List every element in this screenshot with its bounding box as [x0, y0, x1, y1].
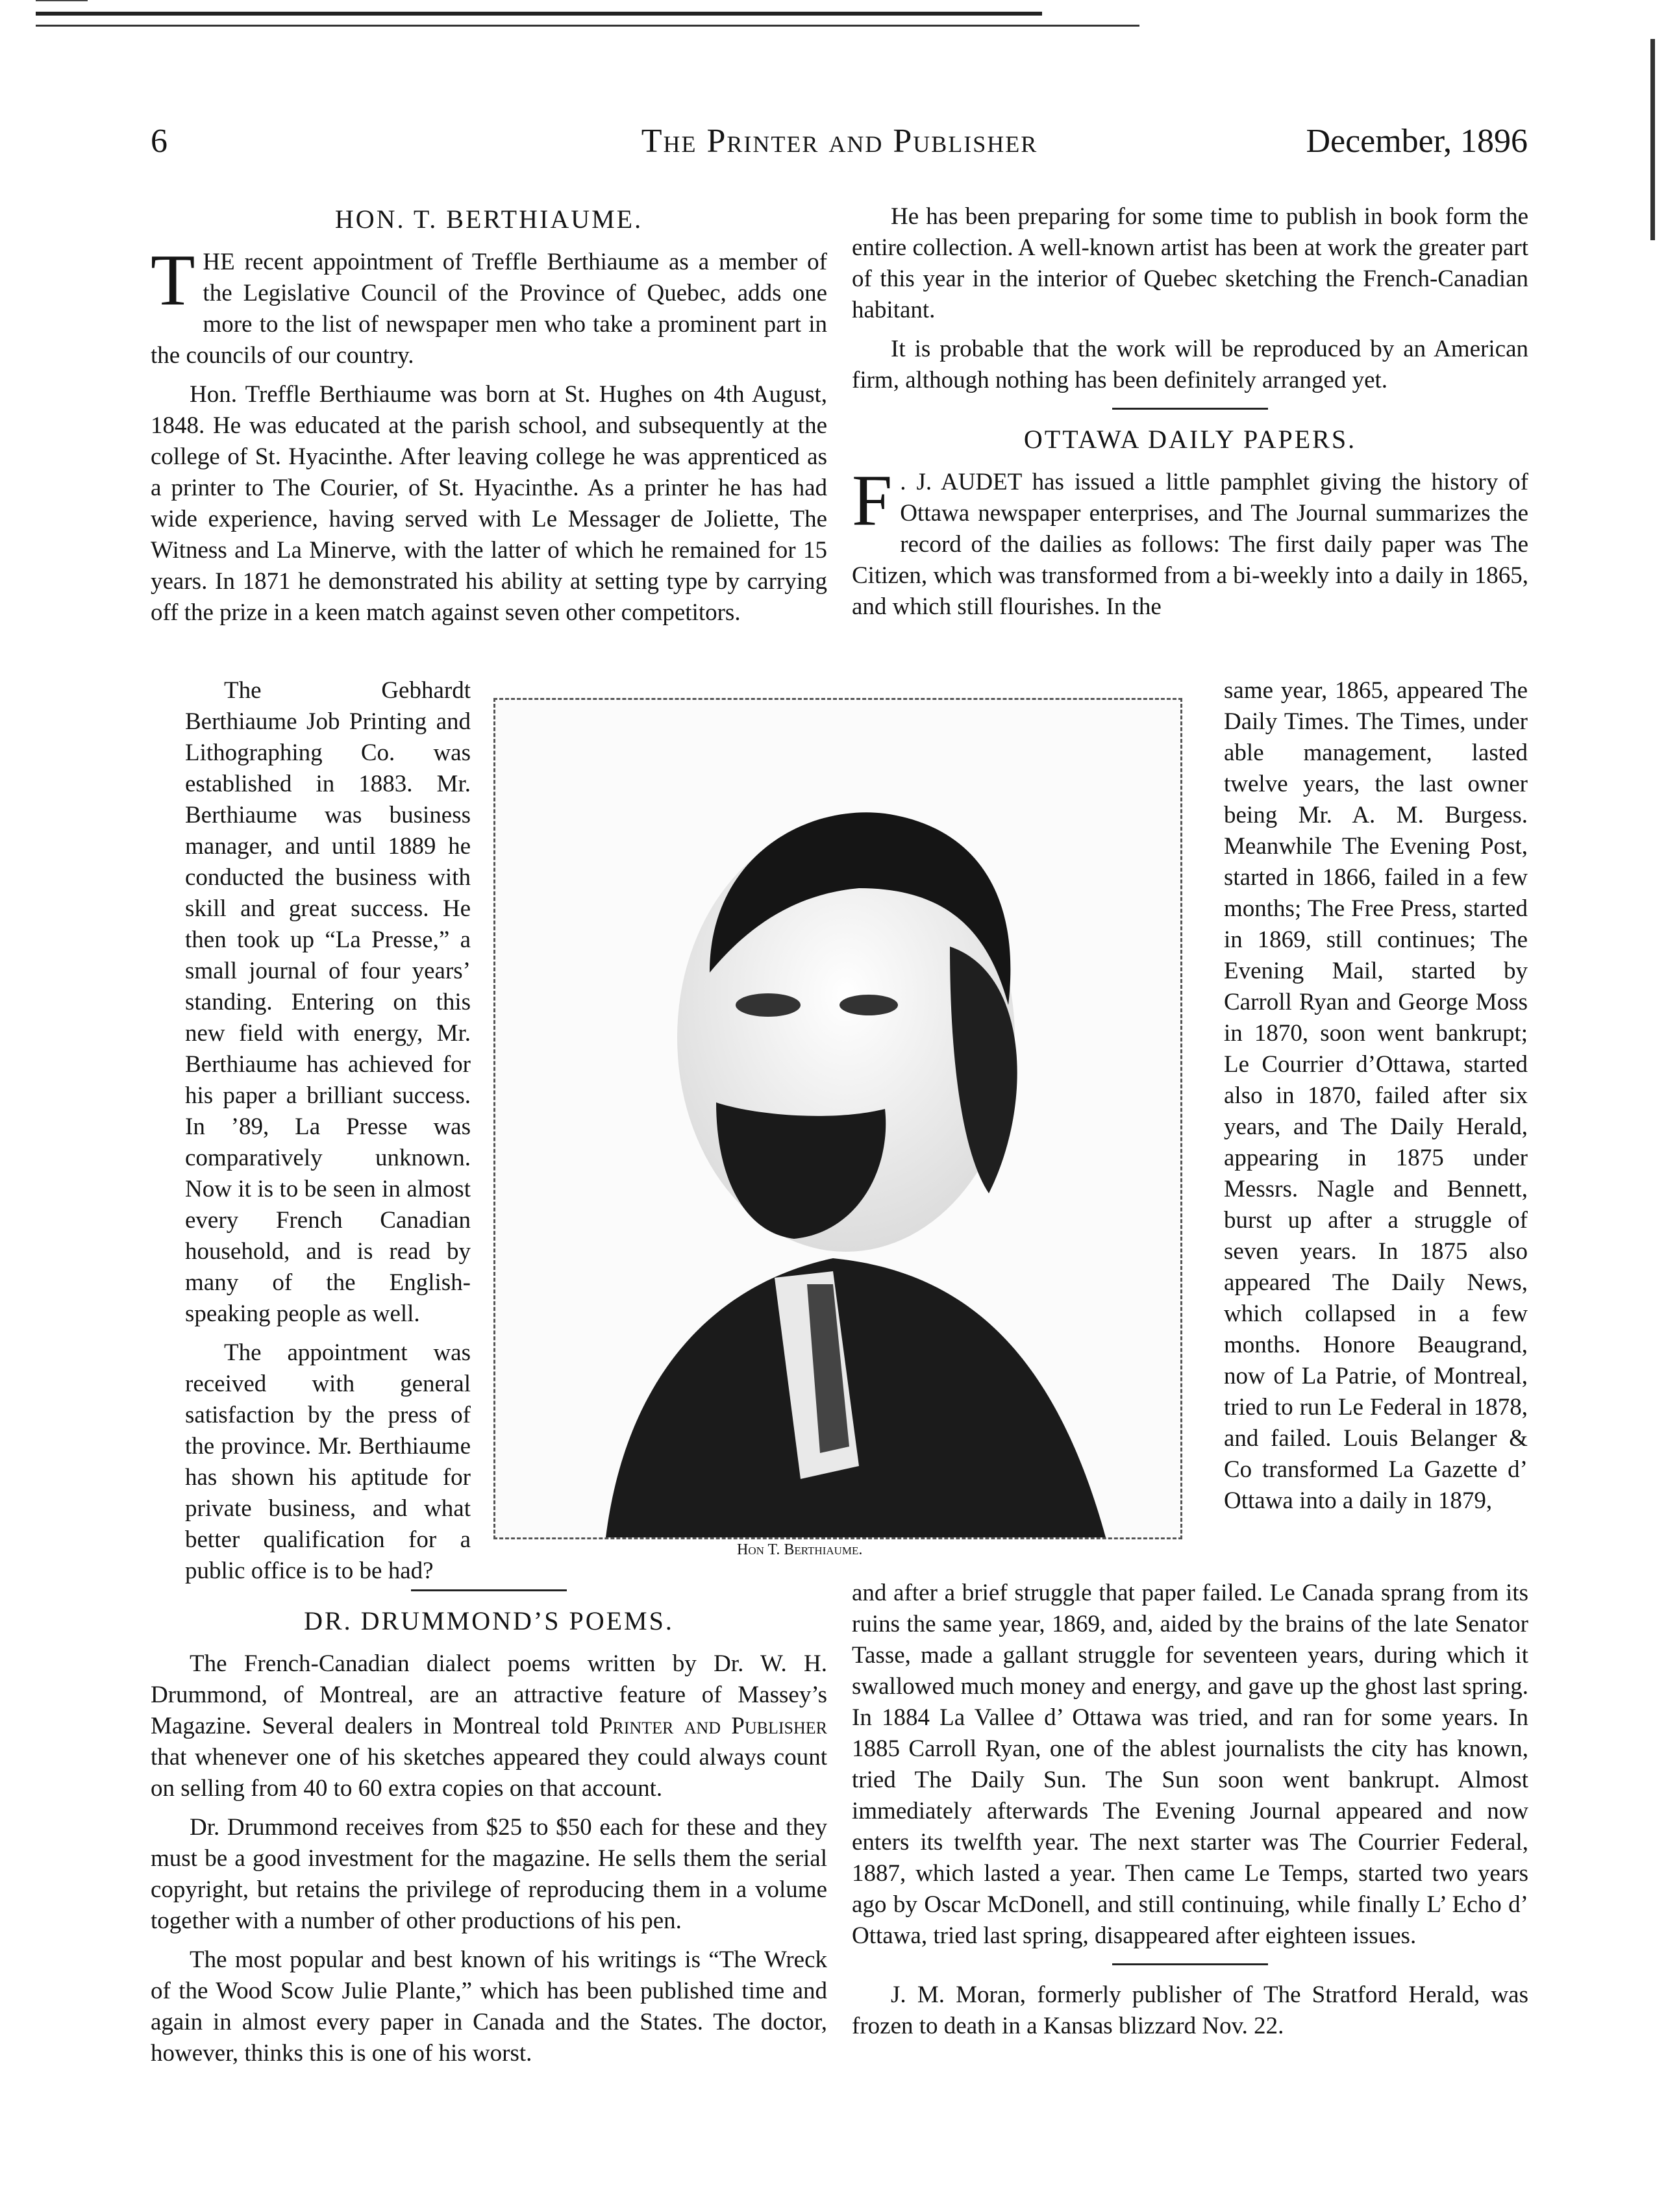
berthiaume-heading: HON. T. BERTHIAUME. [334, 205, 643, 234]
drummond-paragraph-4: He has been preparing for some time to publish in book form the entire collection. A well-known artist has been at work the greater part of this year in the interior of Quebec sketching the French-Canadian habitant. [852, 203, 1528, 323]
drummond-article [151, 1578, 827, 2077]
ottawa-paragraph-narrow: same year, 1865, appeared The Daily Times. The Times, under able management, lasted twelve years, the last owner being Mr. A. M. Burgess. Meanwhile The Evening Post, started in 1866, failed in a few months; The Free Press, started in 1869, still continues; The Evening Mail, started by Carroll Ryan and George Moss in 1870, soon went bankrupt; Le Courrier d’Ottawa, started also in 1870, failed after six years, and The Daily Herald, appearing in 1875 under Messrs. Nagle and Bennett, burst up after a struggle of seven years. In 1875 also appeared The Daily News, which collapsed in a few months. Honore Beaugrand, now of La Patrie, of Montreal, tried to run Le Federal in 1878, and failed. Louis Belanger & Co transformed La Gazette d’ Ottawa into a daily in 1879, [1224, 677, 1528, 1514]
top-rule [36, 12, 1042, 16]
right-column-bottom [852, 1578, 1528, 2050]
moran-notice: J. M. Moran, formerly publisher of The Stratford Herald, was frozen to death in a Kansas blizzard Nov. 22. [852, 1982, 1528, 2039]
berthiaume-article [151, 201, 827, 636]
top-dash [36, 0, 88, 1]
section-rule [411, 1589, 567, 1591]
drummond-heading: DR. DRUMMOND’S POEMS. [304, 1606, 674, 1635]
ottawa-narrow-column [1224, 675, 1528, 1524]
page-number: 6 [151, 123, 168, 160]
berthiaume-paragraph-4: The appointment was received with general satisfaction by the press of the province. Mr. Berthiaume has shown his aptitude for private business, and what better qualification for a public office is to be had? [185, 1339, 471, 1584]
top-rule-thin [36, 25, 1139, 27]
section-rule [1112, 408, 1268, 410]
portrait-illustration [495, 700, 1180, 1537]
berthiaume-narrow-column [185, 675, 471, 1595]
berthiaume-paragraph-1: THE recent appointment of Treffle Berthiaume as a member of the Legislative Council of the Province of Quebec, adds one more to the list of newspaper men who take a prominent part in the councils of our country. [151, 240, 827, 369]
drop-cap: F [852, 460, 893, 541]
photo-caption: Hon T. Berthiaume. [737, 1541, 863, 1558]
portrait-photo [493, 698, 1182, 1539]
right-column-top [852, 201, 1528, 630]
berthiaume-paragraph-3: The Gebhardt Berthiaume Job Printing and Lithographing Co. was established in 1883. Mr. Berthiaume was business manager, and until 1889 he conducted the business with skill and great success. He then took up “La Presse,” a small journal of four years’ standing. Entering on this new field with energy, Mr. Berthiaume has achieved for his paper a brilliant success. In ’89, La Presse was comparatively unknown. Now it is to be seen in almost every French Canadian household, and is read by many of the English-speaking people as well. [185, 677, 471, 1327]
page-title: The Printer and Publisher [641, 123, 1038, 160]
drummond-paragraph-3: The most popular and best known of his writings is “The Wreck of the Wood Scow Julie Plante,” which has been published time and again in almost every paper in Canada and the States. The doctor, however, thinks this is one of his worst. [151, 1946, 827, 2067]
ottawa-paragraph-bottom: and after a brief struggle that paper failed. Le Canada sprang from its ruins the same year, 1869, and, aided by the brains of the late Senator Tasse, made a gallant struggle for seventeen years, during which it swallowed much money and energy, and gave up the ghost last spring. In 1884 La Vallee d’ Ottawa was tried, and ran for some years. In 1885 Carroll Ryan, one of the ablest journalists the city has known, tried The Daily Sun. The Sun soon went bankrupt. Almost immediately afterwards The Evening Journal appeared and now enters its twelfth year. The next starter was The Courrier Federal, 1887, which lasted a year. Then came Le Temps, started two years ago by Oscar McDonell, and still continuing, while finally L’ Echo d’ Ottawa, tried last spring, disappeared after eighteen issues. [852, 1580, 1528, 1949]
ottawa-heading: OTTAWA DAILY PAPERS. [1023, 425, 1357, 454]
drummond-paragraph-1: The French-Canadian dialect poems written by Dr. W. H. Drummond, of Montreal, are an attractive feature of Massey’s Magazine. Several dealers in Montreal told Printer and Publisher that whenever one of his sketches appeared they could always count on selling from 40 to 60 extra copies on that account. [151, 1650, 828, 1802]
berthiaume-paragraph-2: Hon. Treffle Berthiaume was born at St. Hughes on 4th August, 1848. He was educated at the parish school, and subsequently at the college of St. Hyacinthe. After leaving college he was apprenticed as a printer to The Courier, of St. Hyacinthe. As a printer he has had wide experience, having served with Le Messager de Joliette, The Witness and La Minerve, with the latter of which he remained for 15 years. In 1871 he demonstrated his ability at setting type by carrying off the prize in a keen match against seven other competitors. [151, 381, 827, 626]
issue-date: December, 1896 [1306, 123, 1528, 160]
section-rule [1112, 1963, 1268, 1965]
drop-cap: T [151, 240, 195, 321]
drummond-paragraph-5: It is probable that the work will be reproduced by an American firm, although nothing has been definitely arranged yet. [852, 336, 1528, 393]
drummond-paragraph-2: Dr. Drummond receives from $25 to $50 each for these and they must be a good investment for the magazine. He sells them the serial copyright, but retains the privilege of reproducing them in a volume together with a number of other productions of his pen. [151, 1814, 827, 1934]
ottawa-paragraph-top: F . J. AUDET has issued a little pamphlet giving the history of Ottawa newspaper enterprises, and The Journal summarizes the record of the dailies as follows: The first daily paper was The Citizen, which was transformed from a bi-weekly into a daily in 1865, and which still flourishes. In the [852, 460, 1528, 620]
